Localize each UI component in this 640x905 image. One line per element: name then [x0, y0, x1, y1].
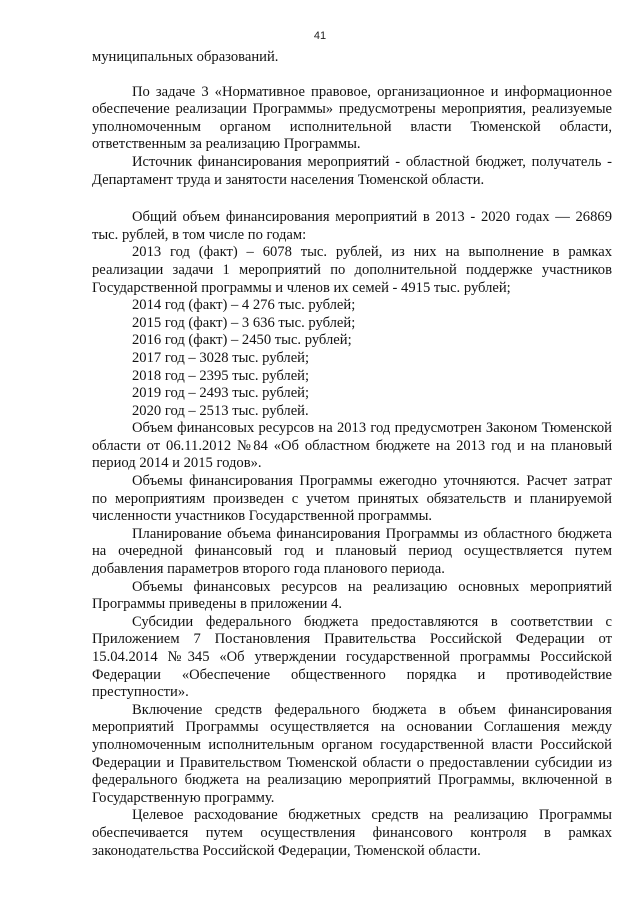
- year-line: 2014 год (факт) – 4 276 тыс. рублей;: [132, 297, 356, 314]
- page-number: 41: [313, 30, 327, 42]
- paragraph-2013-law: Объем финансовых ресурсов на 2013 год предусмотрен Законом Тюменской области от 06.11.2012 №84 «Об областном бюджете на 2013 год и на плановый период 2014 и 2015 годов».: [92, 420, 612, 472]
- paragraph-annual-update: Объемы финансирования Программы ежегодно уточняются. Расчет затрат по мероприятиям произведен с учетом принятых обязательств и планируемой численности участников Государственной программы.: [92, 473, 612, 525]
- paragraph-municipal: муниципальных образований.: [92, 49, 279, 65]
- paragraph-appendix-4: Объемы финансовых ресурсов на реализацию основных мероприятий Программы приведены в приложении 4.: [92, 578, 612, 613]
- paragraph-task-3: По задаче 3 «Нормативное правовое, организационное и информационное обеспечение реализации Программы» предусмотрены мероприятия, реализуемые уполномоченным органом исполнительной власти Тюменской области, ответственным за реализацию Программы.: [92, 83, 612, 153]
- paragraph-federal-subsidies: Субсидии федерального бюджета предоставляются в соответствии с Приложением 7 Постановления Правительства Российской Федерации от 15.04.2014 №345 «Об утверждении государственной программы Российской Федерации «Обеспечение общественного порядка и противодействие преступности».: [92, 613, 612, 701]
- paragraph-total-funding: Общий объем финансирования мероприятий в 2013 - 2020 годах — 26869 тыс. рублей, в том числе по годам:: [92, 209, 612, 243]
- year-line: 2018 год – 2395 тыс. рублей;: [132, 367, 310, 384]
- year-line: 2016 год (факт) – 2450 тыс. рублей;: [132, 332, 352, 349]
- year-line: 2019 год – 2493 тыс. рублей;: [132, 385, 310, 402]
- paragraph-funding-source: Источник финансирования мероприятий - областной бюджет, получатель - Департамент труда и занятости населения Тюменской области.: [92, 153, 612, 188]
- paragraph-federal-inclusion: Включение средств федерального бюджета в объем финансирования мероприятий Программы осуществляется на основании Соглашения между уполномоченным исполнительным органом государственной власти Российской Федерации и Правительством Тюменской области о предоставлении субсидии из федерального бюджета на реализацию мероприятий Программы, включенной в Государственную программу.: [92, 701, 612, 806]
- paragraph-planning: Планирование объема финансирования Программы из областного бюджета на очередной финансовый год и плановый период осуществляется путем добавления параметров второго года планового периода.: [92, 525, 612, 578]
- year-line: 2015 год (факт) – 3 636 тыс. рублей;: [132, 314, 356, 331]
- year-line: 2020 год – 2513 тыс. рублей.: [132, 402, 309, 419]
- paragraph-target-spending: Целевое расходование бюджетных средств на реализацию Программы обеспечивается путем осуществления финансового контроля в рамках законодательства Российской Федерации, Тюменской области.: [92, 807, 612, 859]
- paragraph-year-2013: 2013 год (факт) – 6078 тыс. рублей, из них на выполнение в рамках реализации задачи 1 мероприятий по дополнительной поддержке участников Государственной программы и членов их семей - 4915 тыс. рублей;: [92, 244, 612, 296]
- document-body: [92, 49, 612, 860]
- year-line: 2017 год – 3028 тыс. рублей;: [132, 349, 310, 366]
